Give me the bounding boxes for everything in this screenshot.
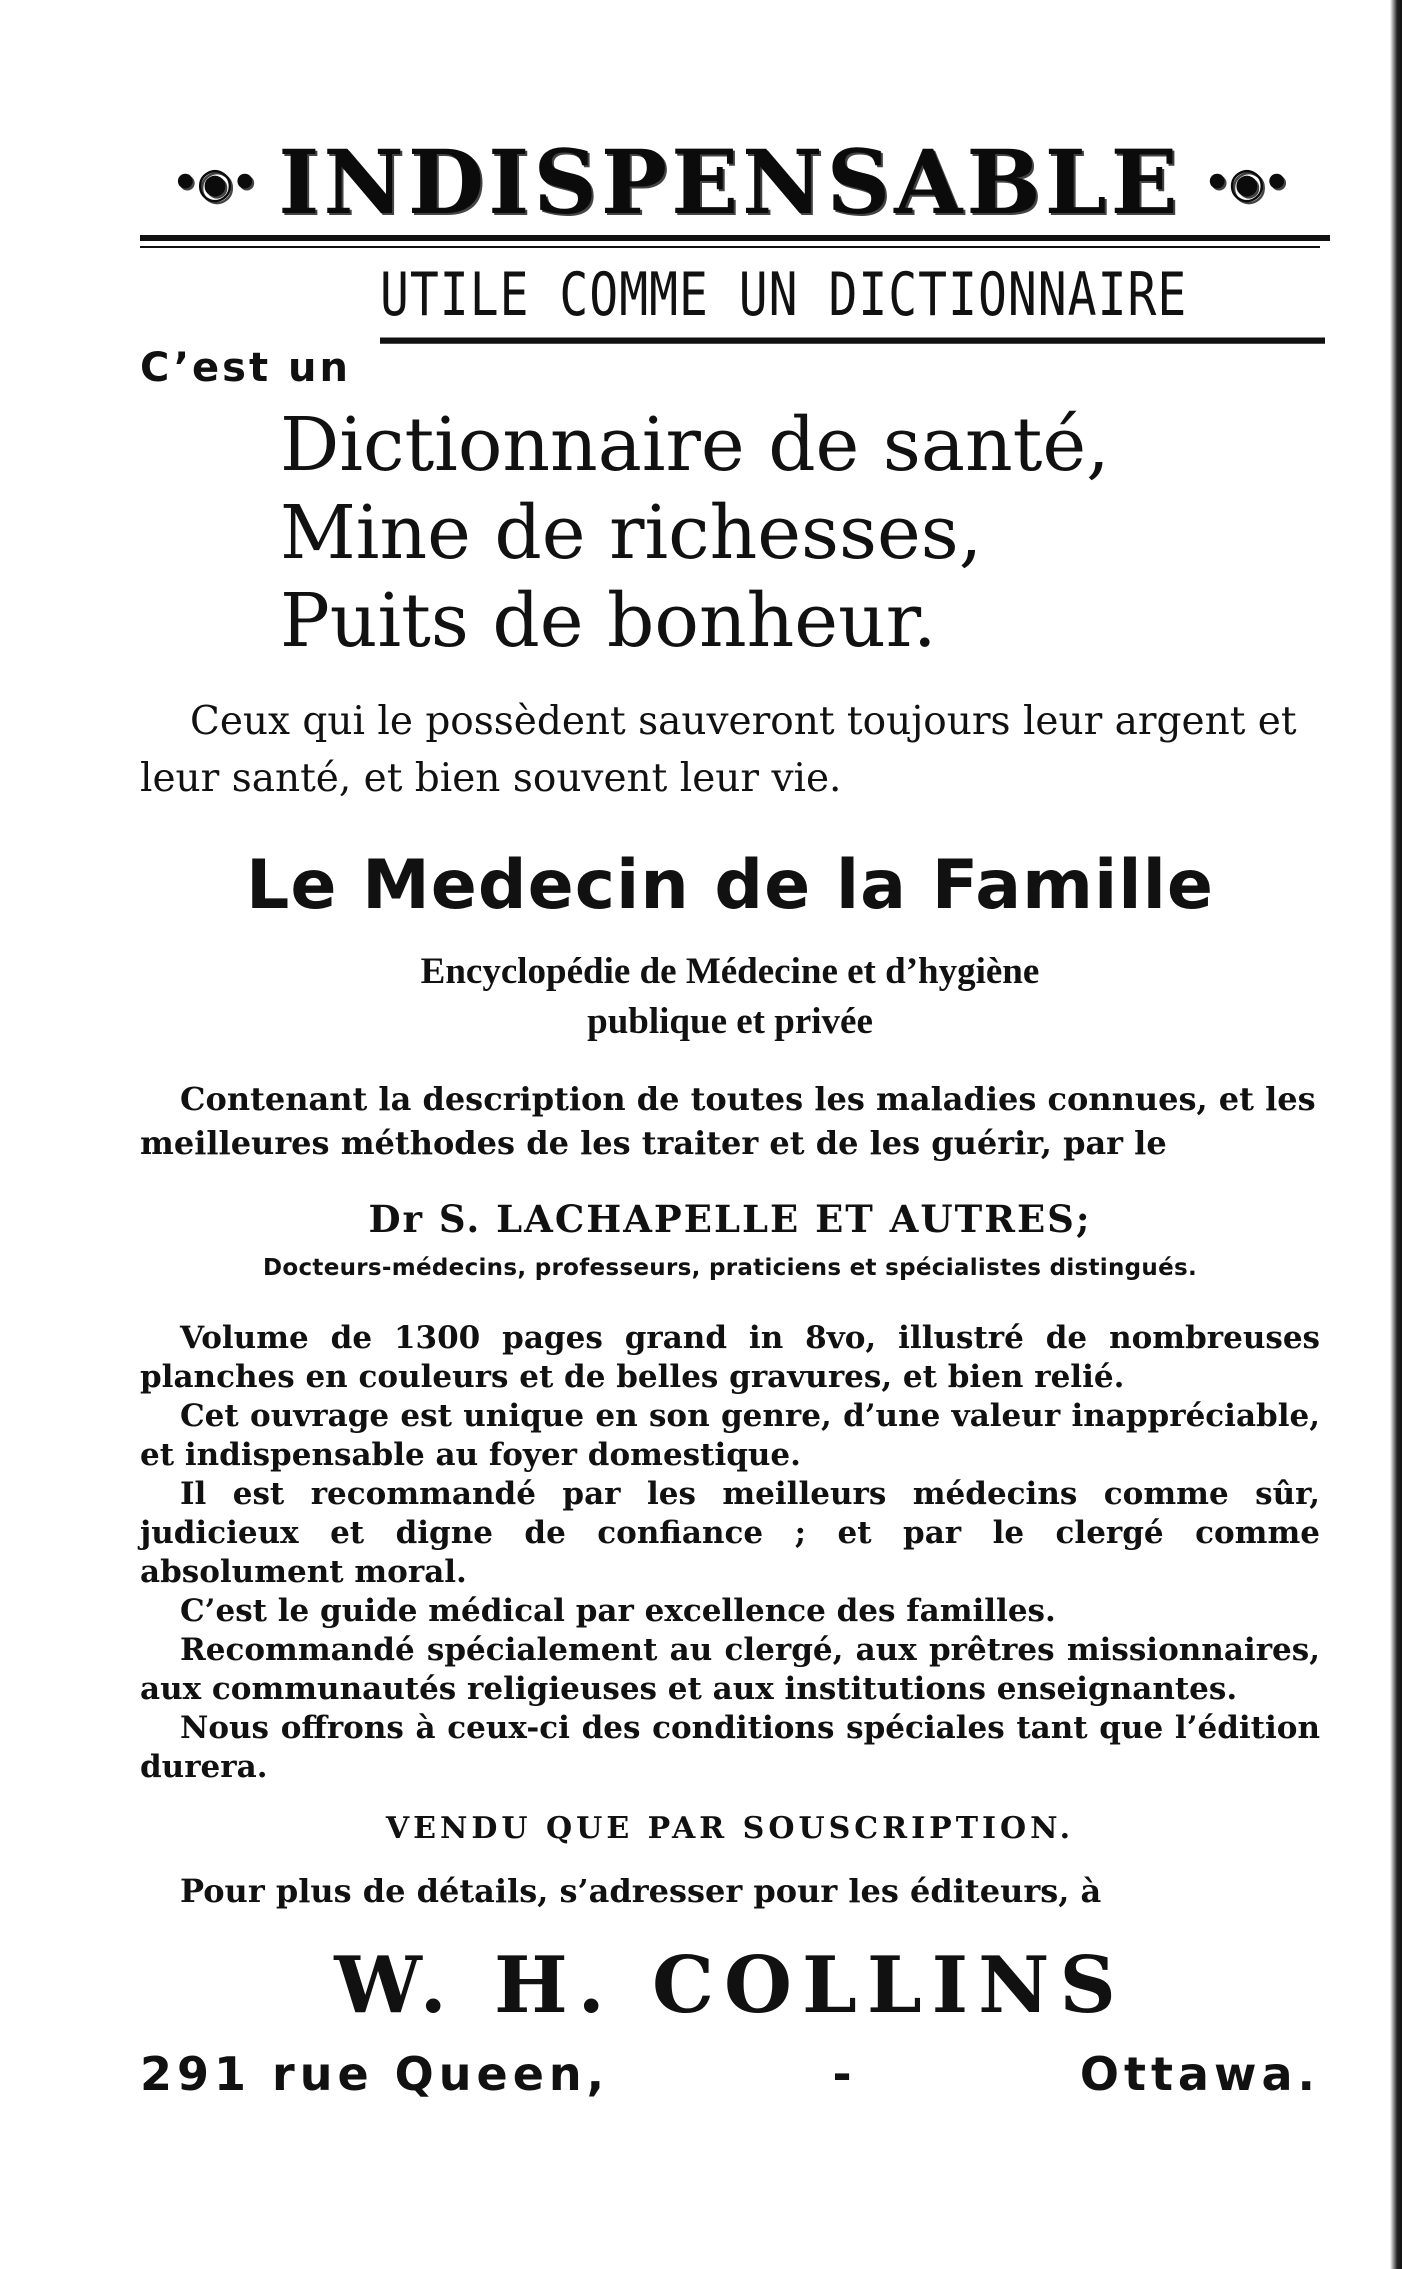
encyclopedia-subtitle: Encyclopédie de Médecine et d’hygiène xyxy=(420,951,1040,992)
subscription-notice: VENDU QUE PAR SOUSCRIPTION. xyxy=(385,1811,1075,1846)
encyclopedia-subtitle-2: publique et privée xyxy=(587,1001,873,1042)
header-title: INDISPENSABLE xyxy=(278,130,1182,234)
header-rule-thin xyxy=(140,246,1320,248)
intro-text: C’est un xyxy=(140,345,351,391)
header xyxy=(140,130,1320,240)
ornament-left-icon: •◉• xyxy=(171,157,257,207)
address-dash: - xyxy=(832,2047,857,2101)
body-paragraph: C’est le guide médical par excellence des familles. xyxy=(180,1593,1056,1629)
subtitle: UTILE COMME UN DICTIONNAIRE xyxy=(380,260,1325,344)
body-paragraph: Recommandé spécialement au clergé, aux prêtres missionnaires, aux communautés religieuses et aux institutions enseignantes. xyxy=(140,1632,1320,1707)
contents-paragraph: Contenant la description de toutes les maladies connues, et les meilleures méthodes de les traiter et de les guérir, par le xyxy=(140,1080,1316,1162)
intro-paragraph: Ceux qui le possèdent sauveront toujours leur argent et leur santé, et bien souvent leur vie. xyxy=(140,699,1297,801)
big-lines xyxy=(280,401,1320,665)
advertisement-page xyxy=(140,130,1320,2101)
big-line: Puits de bonheur. xyxy=(280,578,937,664)
author-line: Dr S. LACHAPELLE ET AUTRES; xyxy=(368,1197,1092,1241)
body-paragraphs xyxy=(140,1319,1320,1787)
big-line: Mine de richesses, xyxy=(280,490,983,576)
address-line xyxy=(140,2047,1320,2101)
body-paragraph: Nous offrons à ceux-ci des conditions spéciales tant que l’édition durera. xyxy=(140,1710,1320,1785)
header-rule-thick xyxy=(140,235,1330,241)
body-paragraph: Cet ouvrage est unique en son genre, d’une valeur inappréciable, et indispensable au foyer domestique. xyxy=(140,1398,1320,1473)
ornament-right-icon: •◉• xyxy=(1203,157,1289,207)
body-paragraph: Il est recommandé par les meilleurs médecins comme sûr, judicieux et digne de confiance ; et par le clergé comme absolument moral. xyxy=(140,1476,1320,1590)
authors-description: Docteurs-médecins, professeurs, praticiens et spécialistes distingués. xyxy=(262,1255,1198,1281)
page-edge-shadow xyxy=(1390,0,1402,2269)
address-city: Ottawa. xyxy=(1079,2047,1320,2101)
address-street: 291 rue Queen, xyxy=(140,2047,610,2101)
publisher-name: W. H. COLLINS xyxy=(334,1940,1126,2031)
big-line: Dictionnaire de santé, xyxy=(280,402,1110,488)
header-title-row xyxy=(172,130,1288,234)
contact-line: Pour plus de détails, s’adresser pour les éditeurs, à xyxy=(180,1872,1102,1910)
body-paragraph: Volume de 1300 pages grand in 8vo, illustré de nombreuses planches en couleurs et de belles gravures, et bien relié. xyxy=(140,1320,1320,1395)
main-title: Le Medecin de la Famille xyxy=(246,846,1214,925)
